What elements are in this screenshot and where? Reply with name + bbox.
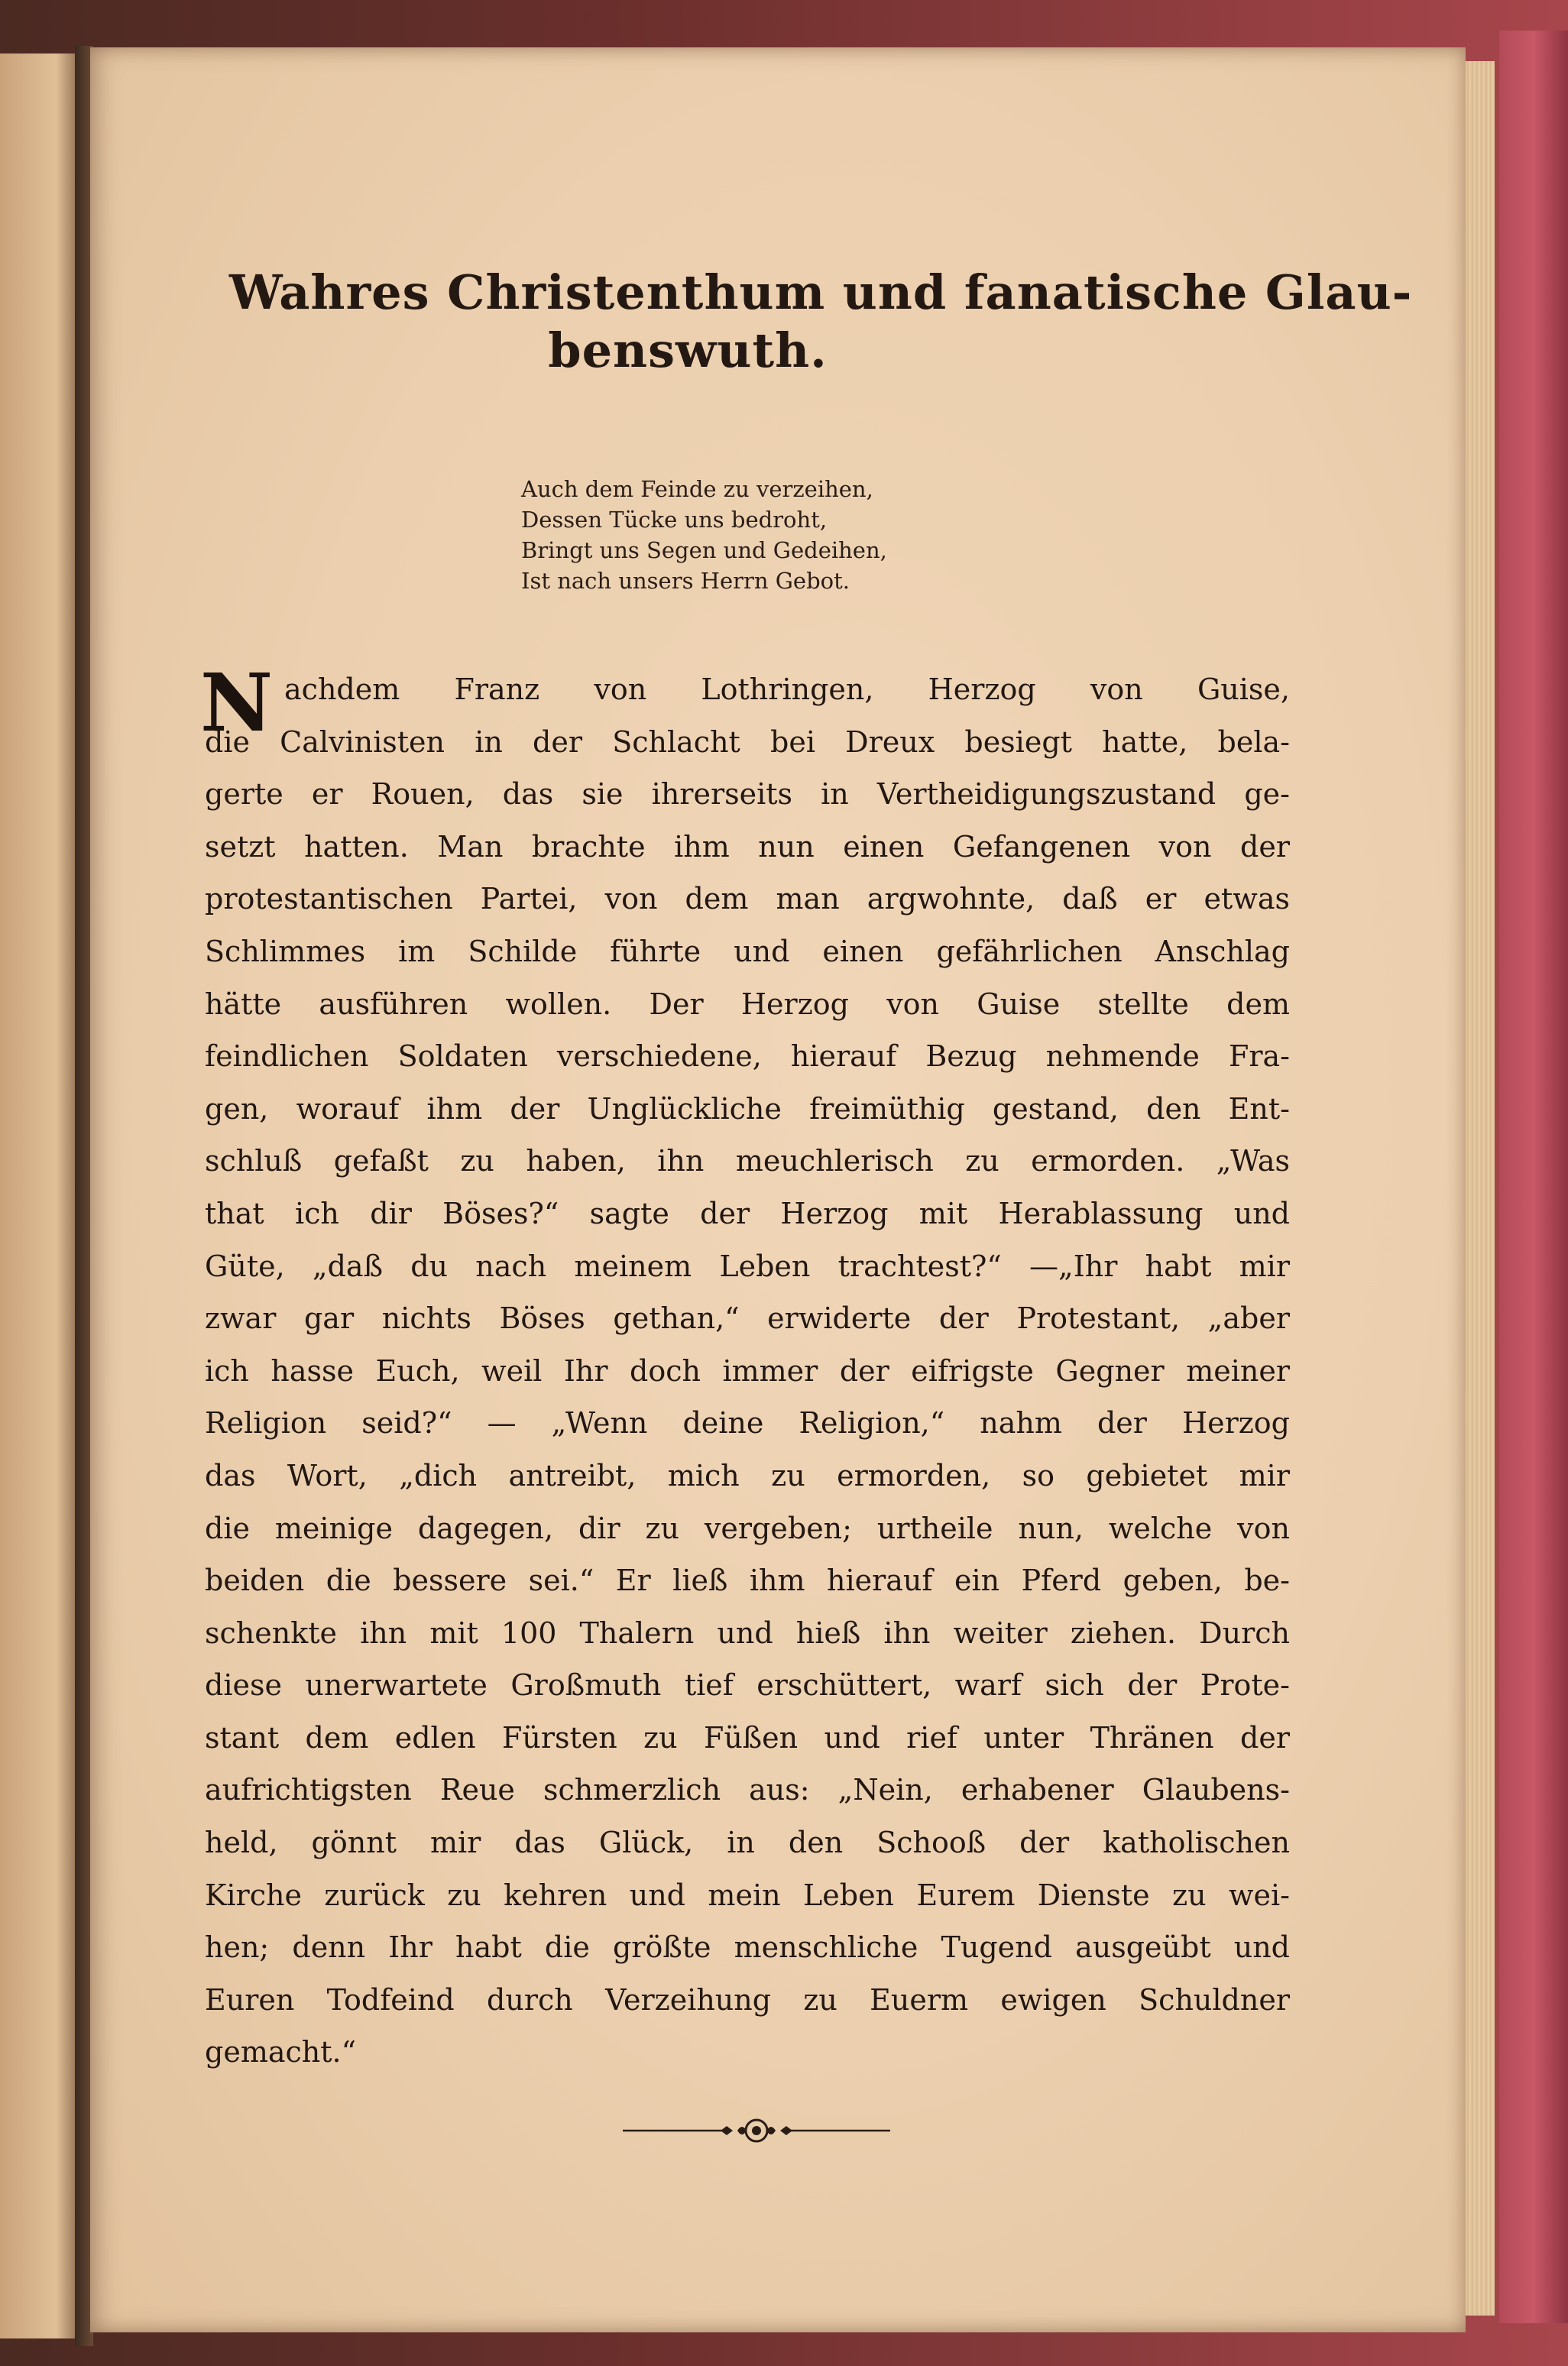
body-line: Kirche zurück zu kehren und mein Leben Eurem Dienste zu wei- bbox=[205, 1878, 1290, 1912]
body-line: Religion seid?“ — „Wenn deine Religion,“ nahm der Herzog bbox=[205, 1406, 1290, 1441]
body-line: zwar gar nichts Böses gethan,“ erwiderte der Protestant, „aber bbox=[205, 1301, 1290, 1336]
chapter-title-line-2: benswuth. bbox=[548, 322, 828, 378]
body-line: Schlimmes im Schilde führte und einen gefährlichen Anschlag bbox=[205, 934, 1290, 968]
body-line: hen; denn Ihr habt die größte menschliche Tugend ausgeübt und bbox=[205, 1930, 1290, 1965]
body-line: das Wort, „dich antreibt, mich zu ermorden, so gebietet mir bbox=[205, 1458, 1290, 1493]
body-first-line: achdem Franz von Lothringen, Herzog von Guise, bbox=[284, 673, 1290, 706]
page-edges bbox=[1466, 61, 1495, 2316]
drop-cap: N bbox=[200, 656, 274, 750]
epigraph bbox=[521, 474, 1056, 596]
body-line: Güte, „daß du nach meinem Leben trachtest?“ —„Ihr habt mir bbox=[205, 1249, 1290, 1283]
body-line: schenkte ihn mit 100 Thalern und hieß ihn weiter ziehen. Durch bbox=[205, 1616, 1290, 1650]
body-line: beiden die bessere sei.“ Er ließ ihm hierauf ein Pferd geben, be- bbox=[205, 1564, 1290, 1598]
body-text bbox=[205, 663, 1290, 2079]
body-line: ich hasse Euch, weil Ihr doch immer der eifrigste Gegner meiner bbox=[205, 1353, 1290, 1388]
body-line: gerte er Rouen, das sie ihrerseits in Vertheidigungszustand ge- bbox=[205, 777, 1290, 812]
body-line bbox=[205, 663, 1290, 716]
body-line: die meinige dagegen, dir zu vergeben; urtheile nun, welche von bbox=[205, 1511, 1290, 1545]
epigraph-line: Dessen Tücke uns bedroht, bbox=[521, 507, 828, 533]
body-line: stant dem edlen Fürsten zu Füßen und rief unter Thränen der bbox=[205, 1720, 1290, 1755]
body-line: that ich dir Böses?“ sagte der Herzog mit Herablassung und bbox=[205, 1196, 1290, 1230]
body-line: gen, worauf ihm der Unglückliche freimüthig gestand, den Ent- bbox=[205, 1091, 1290, 1126]
body-line: schluß gefaßt zu haben, ihn meuchlerisch zu ermorden. „Was bbox=[205, 1144, 1290, 1178]
body-line: protestantischen Partei, von dem man argwohnte, daß er etwas bbox=[205, 882, 1290, 916]
body-line: hätte ausführen wollen. Der Herzog von Guise stellte dem bbox=[205, 987, 1290, 1021]
epigraph-line: Auch dem Feinde zu verzeihen, bbox=[521, 476, 873, 502]
epigraph-line: Ist nach unsers Herrn Gebot. bbox=[521, 568, 850, 594]
cover-edge bbox=[1499, 31, 1568, 2323]
epigraph-line: Bringt uns Segen und Gedeihen, bbox=[521, 537, 887, 563]
end-ornament-icon bbox=[623, 2115, 890, 2146]
body-line: setzt hatten. Man brachte ihm nun einen Gefangenen von der bbox=[205, 829, 1290, 864]
body-line: feindlichen Soldaten verschiedene, hierauf Bezug nehmende Fra- bbox=[205, 1039, 1290, 1074]
body-line: die Calvinisten in der Schlacht bei Dreux besiegt hatte, bela- bbox=[205, 724, 1290, 759]
left-page-edge bbox=[0, 53, 80, 2338]
body-line: diese unerwartete Großmuth tief erschüttert, warf sich der Prote- bbox=[205, 1668, 1290, 1703]
body-line: held, gönnt mir das Glück, in den Schooß der katholischen bbox=[205, 1826, 1290, 1860]
body-line: aufrichtigsten Reue schmerzlich aus: „Nein, erhabener Glaubens- bbox=[205, 1773, 1290, 1807]
body-line: gemacht.“ bbox=[205, 2035, 357, 2069]
body-line: Euren Todfeind durch Verzeihung zu Euerm ewigen Schuldner bbox=[205, 1982, 1290, 2017]
chapter-title-line-1: Wahres Christenthum und fanatische Glau- bbox=[229, 264, 1413, 320]
